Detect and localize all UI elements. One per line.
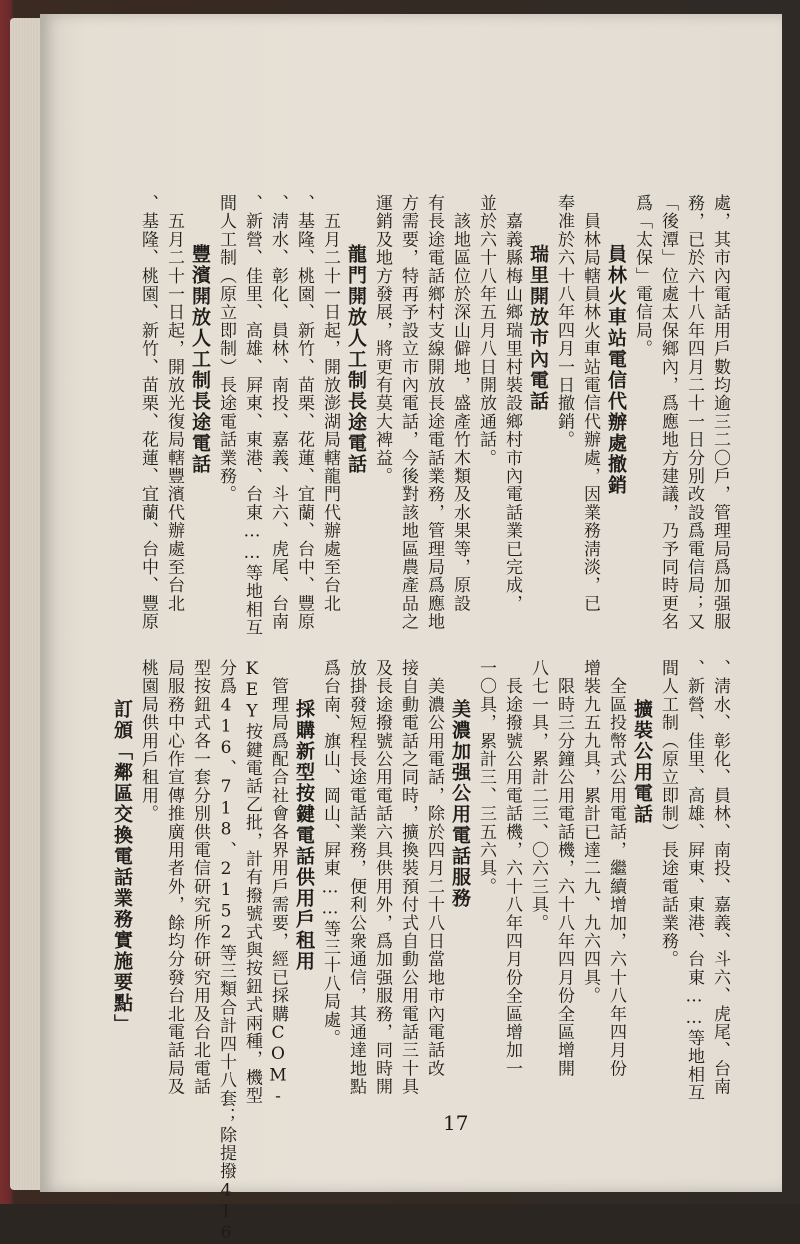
text-column: 限時三分鐘公用電話機，六十八年四月份全區增開	[554, 659, 574, 1078]
text-column: 分爲416、718、2152等三類合計四十八套；除提撥416	[216, 659, 236, 1244]
text-column: 間人工制（原立即制）長途電話業務。	[216, 194, 236, 504]
text-column: 及長途撥號公用電話六具供用外，爲加强服務，同時開	[372, 659, 392, 1096]
text-column: 運銷及地方發展，將更有莫大裨益。	[372, 194, 392, 486]
page-edges	[10, 18, 44, 1190]
text-column: 、基隆、桃園、新竹、苗栗、花蓮、宜蘭、台中、豐原	[138, 194, 158, 631]
text-column: 、基隆、桃園、新竹、苗栗、花蓮、宜蘭、台中、豐原	[294, 194, 314, 631]
text-column: KEY按鍵電話乙批，計有撥號式與按鈕式兩種，機型	[242, 659, 262, 1105]
text-column: 全區投幣式公用電話，繼續增加，六十八年四月份	[606, 659, 626, 1078]
section-title: 瑞里開放市內電話	[527, 244, 549, 412]
text-column: 增裝九五九具，累計已達二九、九六四具。	[580, 659, 600, 1005]
text-column: 方需要，特再予設立市內電話，今後對該地區農產品之	[398, 194, 418, 631]
text-column: 、新營、佳里、高雄、屛東、東港、台東……等地相互	[684, 659, 704, 1102]
text-column: 一〇具，累計三、三五六具。	[476, 659, 496, 896]
text-column: 務，已於六十八年四月二十一日分別改設爲電信局；又	[684, 194, 704, 631]
text-column: 「後潭」位處太保鄉內，爲應地方建議，乃予同時更名	[658, 194, 678, 631]
section-title: 豐濱開放人工制長途電話	[189, 244, 211, 475]
text-column: 有長途電話鄉村支線開放長途電話業務，管理局爲應地	[424, 194, 444, 631]
section-title: 訂頒「鄰區交換電話業務實施要點」	[111, 699, 133, 1035]
text-column: 五月二十一日起，開放澎湖局轄龍門代辦處至台北	[320, 194, 340, 613]
text-column: 嘉義縣梅山鄉瑞里村裝設鄉村市內電話業已完成，	[502, 194, 522, 613]
text-column: 、淸水、彰化、員林、南投、嘉義、斗六、虎尾、台南	[268, 194, 288, 631]
text-column: 八七一具，累計二三、〇六三具。	[528, 659, 548, 932]
text-column: 並於六十八年五月八日開放通話。	[476, 194, 496, 467]
text-column: 局服務中心作宣傳推廣用者外，餘均分發台北電話局及	[164, 659, 184, 1096]
text-column: 長途撥號公用電話機，六十八年四月份全區增加一	[502, 659, 522, 1078]
text-column: 該地區位於深山僻地，盛產竹木類及水果等，原設	[450, 194, 470, 613]
text-column: 美濃公用電話，除於四月二十八日當地市內電話改	[424, 659, 444, 1078]
text-column: 、新營、佳里、高雄、屛東、東港、台東……等地相互	[242, 194, 262, 637]
text-column: 放掛發短程長途電話業務，便利公衆通信，其通達地點	[346, 659, 366, 1096]
text-column: 五月二十一日起，開放光復局轄豐濱代辦處至台北	[164, 194, 184, 613]
document-page	[40, 14, 782, 1244]
text-column: 管理局爲配合社會各界用戶需要，經已採購COM-	[268, 659, 288, 1108]
section-title: 擴裝公用電話	[631, 699, 653, 825]
section-title: 美濃加强公用電話服務	[449, 699, 471, 909]
text-column: 桃園局供用戶租用。	[138, 659, 158, 823]
text-column: 間人工制（原立即制）長途電話業務。	[658, 659, 678, 969]
text-column: 爲「太保」電信局。	[632, 194, 652, 358]
page-number: 17	[443, 1111, 469, 1135]
text-column: 、淸水、彰化、員林、南投、嘉義、斗六、虎尾、台南	[710, 659, 730, 1096]
section-title: 龍門開放人工制長途電話	[345, 244, 367, 475]
text-column: 處，其市內電話用戶數均逾三二〇戶，管理局爲加强服	[710, 194, 730, 631]
section-title: 員林火車站電信代辦處撤銷	[605, 244, 627, 496]
section-title: 採購新型按鍵電話供用戶租用	[293, 699, 315, 972]
text-column: 奉准於六十八年四月一日撤銷。	[554, 194, 574, 449]
text-column: 接自動電話之同時，擴換裝預付式自動公用電話三十具	[398, 659, 418, 1096]
text-area	[40, 14, 782, 1244]
text-column: 員林局轄員林火車站電信代辦處，因業務淸淡，已	[580, 194, 600, 613]
text-column: 型按鈕式各一套分別供電信研究所作研究用及台北電話	[190, 659, 210, 1096]
text-column: 爲台南、旗山、岡山、屛東……等三十八局處。	[320, 659, 340, 1048]
